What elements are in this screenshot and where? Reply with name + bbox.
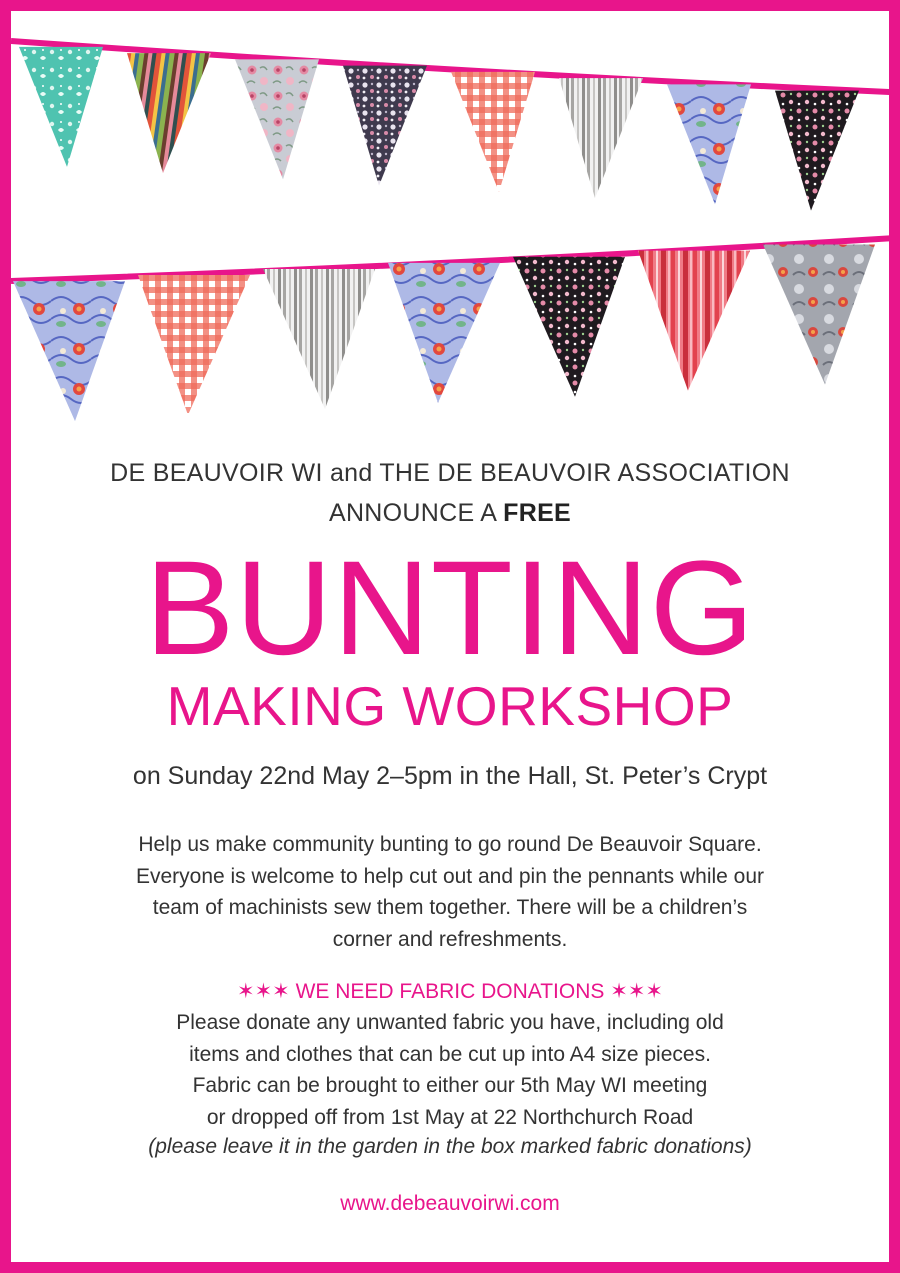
description bbox=[11, 829, 889, 955]
description-line: Everyone is welcome to help cut out and pin the pennants while our bbox=[135, 864, 765, 888]
pennant-stripes-grey bbox=[263, 269, 375, 409]
donation-details bbox=[11, 1007, 889, 1133]
pennant-floral-blue-red bbox=[13, 281, 125, 421]
description-line: corner and refreshments. bbox=[332, 927, 568, 951]
page-subtitle: MAKING WORKSHOP bbox=[166, 675, 734, 737]
announcement-prefix: ANNOUNCE A bbox=[328, 499, 504, 527]
bunting-row-bottom bbox=[11, 237, 900, 421]
announcement-line-1: DE BEAUVOIR WI and THE DE BEAUVOIR ASSOCIATION bbox=[110, 459, 790, 487]
donation-line: Fabric can be brought to either our 5th May WI meeting bbox=[192, 1074, 708, 1097]
donation-line: or dropped off from 1st May at 22 Northchurch Road bbox=[206, 1105, 694, 1129]
pennant-gingham-red bbox=[451, 72, 535, 192]
bunting-row-top bbox=[11, 41, 900, 211]
pennant-stripes-multicolor bbox=[127, 53, 211, 173]
description-line: team of machinists sew them together. There will be a children’s bbox=[152, 896, 748, 919]
pennant-floral-black-pink bbox=[513, 257, 625, 397]
bunting-illustration bbox=[11, 11, 900, 441]
pennant-floral-pink-grey bbox=[235, 59, 319, 179]
pennant-polka-dot-navy bbox=[343, 66, 427, 186]
pennant-floral-blue-red bbox=[388, 263, 500, 403]
pennant-stripes-pink-red bbox=[638, 251, 750, 391]
donation-line: Please donate any unwanted fabric you have, including old bbox=[176, 1011, 724, 1034]
donation-line: items and clothes that can be cut up into A4 size pieces. bbox=[189, 1042, 711, 1066]
event-date-location: on Sunday 22nd May 2–5pm in the Hall, St. Peter’s Crypt bbox=[132, 762, 768, 790]
announcement-line-2 bbox=[11, 493, 889, 533]
fabric-donations-heading: ✶✶✶ WE NEED FABRIC DONATIONS ✶✶✶ bbox=[236, 980, 664, 1003]
website-link[interactable]: www.debeauvoirwi.com bbox=[340, 1192, 560, 1215]
free-label: FREE bbox=[503, 499, 572, 527]
pennant-floral-blue-red bbox=[667, 84, 751, 204]
announcement bbox=[11, 453, 889, 533]
pennant-floral-grey-red bbox=[763, 244, 875, 384]
description-line: Help us make community bunting to go round De Beauvoir Square. bbox=[138, 833, 762, 856]
pennant-floral-teal bbox=[19, 47, 103, 167]
donation-note: (please leave it in the garden in the box marked fabric donations) bbox=[148, 1135, 752, 1158]
pennant-stripes-grey bbox=[559, 78, 643, 198]
pennant-floral-black-pink bbox=[775, 91, 859, 211]
page-title: BUNTING bbox=[145, 534, 755, 683]
pennant-gingham-red bbox=[138, 275, 250, 415]
